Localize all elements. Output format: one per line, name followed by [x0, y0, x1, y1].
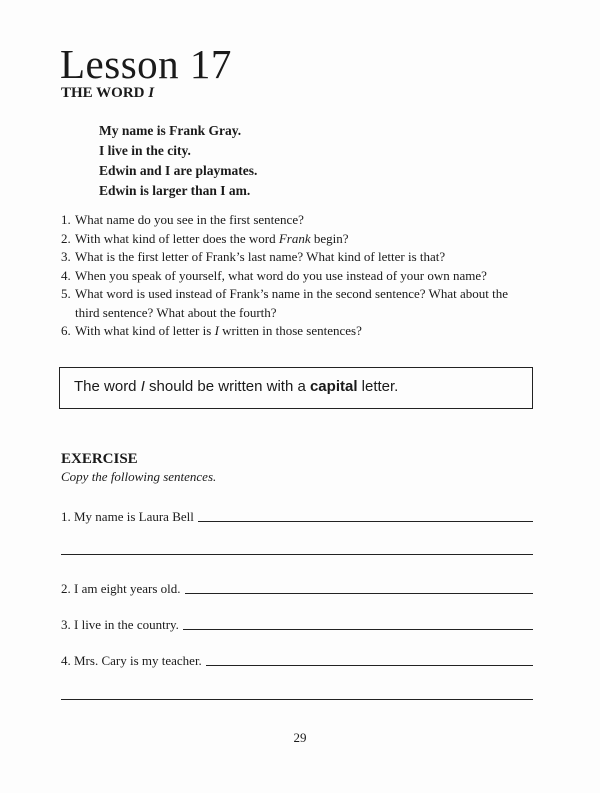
rule-text: The word — [74, 378, 141, 395]
question-text-part: With what kind of letter does the word — [75, 230, 279, 246]
question-number: 2. — [61, 230, 71, 246]
exercise-item — [61, 651, 533, 667]
example-sentence: My name is Frank Gray. — [99, 123, 242, 138]
lesson-subtitle-prefix: THE WORD — [61, 85, 149, 101]
exercise-item — [61, 615, 533, 631]
question-item — [61, 211, 541, 230]
question-text — [75, 322, 541, 341]
lesson-subtitle — [61, 86, 154, 101]
question-text-italic: Frank — [278, 230, 311, 246]
writing-line[interactable] — [183, 629, 533, 630]
writing-line[interactable] — [206, 665, 533, 666]
question-text — [75, 267, 541, 286]
question-item — [61, 322, 541, 341]
question-item — [61, 267, 541, 286]
question-number: 3. — [61, 249, 71, 264]
writing-line[interactable] — [61, 699, 533, 700]
exercise-sentence: 4. Mrs. Cary is my teacher. — [61, 653, 202, 668]
question-text — [75, 230, 541, 249]
question-text-part: third sentence? What about the fourth? — [75, 304, 277, 320]
example-sentence: Edwin and I are playmates. — [99, 163, 258, 178]
exercise-sentence: 3. I live in the country. — [61, 617, 179, 632]
lesson-subtitle-word: I — [148, 85, 155, 101]
question-list — [61, 211, 541, 341]
question-text-part: With what kind of letter is — [75, 323, 215, 338]
exercise-sentence: 1. My name is Laura Bell — [61, 509, 194, 524]
question-text-part: begin? — [310, 230, 349, 246]
page-number: 29 — [293, 730, 307, 745]
question-text — [75, 211, 541, 230]
rule-text-italic: I — [140, 378, 145, 395]
question-text — [75, 285, 541, 322]
example-sentences — [99, 121, 257, 201]
rule-text: should be written with a — [144, 378, 310, 395]
writing-line[interactable] — [198, 521, 533, 522]
question-number: 4. — [61, 267, 71, 283]
rule-box — [59, 367, 533, 409]
question-text-part: What is the first letter of Frank’s last name? What kind of letter is that? — [75, 249, 446, 264]
question-text — [75, 248, 541, 267]
exercise-sentence: 2. I am eight years old. — [61, 581, 181, 596]
question-text-part: written in those sentences? — [218, 323, 362, 338]
question-text-part: What name do you see in the first sentence? — [75, 212, 304, 227]
question-item — [61, 230, 541, 249]
lesson-title: Lesson 17 — [60, 41, 232, 87]
writing-line[interactable] — [61, 554, 533, 555]
rule-text-bold: capital — [309, 378, 358, 395]
exercise-heading: EXERCISE — [61, 451, 138, 467]
question-number: 1. — [61, 212, 71, 227]
question-text-italic: I — [214, 323, 219, 338]
question-text-part: What word is used instead of Frank’s name in the second sentence? What about the — [75, 286, 508, 301]
question-number: 5. — [61, 286, 71, 301]
rule-text: letter. — [357, 378, 399, 395]
question-text-part: When you speak of yourself, what word do you use instead of your own name? — [75, 267, 487, 283]
exercise-instruction: Copy the following sentences. — [61, 469, 217, 484]
exercise-item — [61, 507, 533, 523]
question-number: 6. — [61, 323, 71, 338]
example-sentence: I live in the city. — [99, 143, 191, 158]
question-item — [61, 285, 541, 322]
writing-line[interactable] — [185, 593, 534, 594]
example-sentence: Edwin is larger than I am. — [99, 183, 251, 198]
question-item — [61, 248, 541, 267]
exercise-item — [61, 579, 533, 595]
